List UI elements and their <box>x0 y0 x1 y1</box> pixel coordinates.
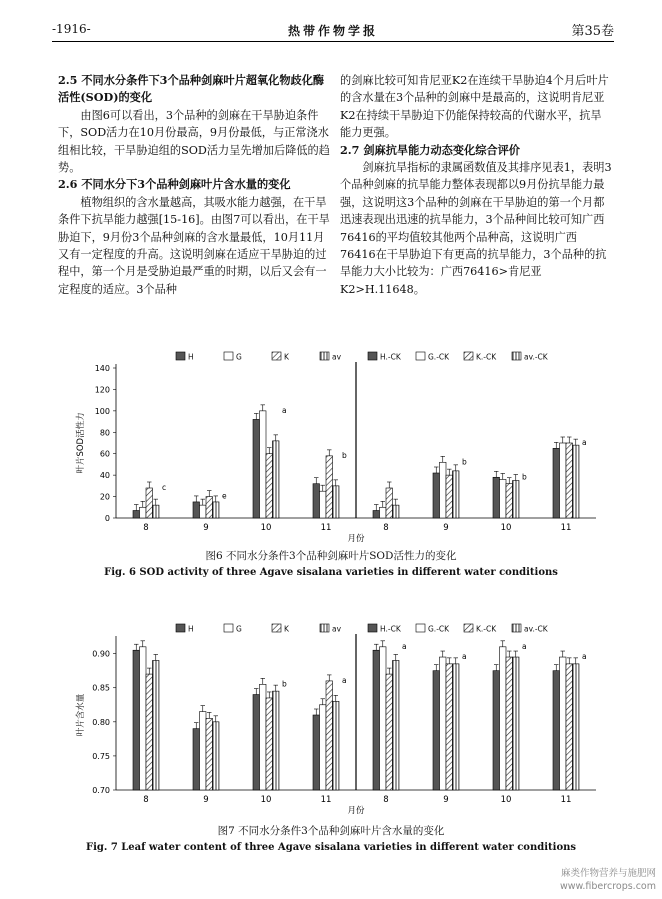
legend-swatch <box>320 352 329 360</box>
page-header <box>52 22 614 42</box>
figure-6-chart <box>56 348 616 544</box>
section-heading: 2.7 剑麻抗旱能力动态变化综合评价 <box>340 142 520 157</box>
bar <box>513 657 520 790</box>
y-tick-label: 0.80 <box>92 717 110 727</box>
significance-letter: a <box>582 438 587 447</box>
bar <box>493 671 500 790</box>
paragraph: 植物组织的含水量越高，其吸水能力越强，在干旱条件下抗旱能力越强[15-16]。由图7可以看出，在干旱胁迫下，9月份3个品种剑麻的含水量最低，10月11月又有一定程度的升高。这说明剑麻在适应干旱胁迫的过程中，第一个月是受胁迫最严重的时期，以后又会有一定程度的适应。3个品种 <box>58 195 330 296</box>
x-tick-label: 8 <box>383 795 389 805</box>
significance-letter: b <box>462 457 467 467</box>
legend-label: H.-CK <box>380 352 401 362</box>
legend-label: K.-CK <box>476 624 497 634</box>
significance-letter: b <box>522 472 527 482</box>
legend-label: H <box>188 624 194 634</box>
y-tick-label: 80 <box>99 428 110 438</box>
bar <box>260 684 267 790</box>
y-tick-label: 0.85 <box>92 683 110 693</box>
significance-letter: a <box>462 652 467 662</box>
significance-letter: b <box>342 450 347 460</box>
significance-letter: e <box>222 491 227 501</box>
bar <box>373 511 380 519</box>
bar <box>560 657 567 790</box>
legend-label: K <box>284 624 289 634</box>
x-tick-label: 9 <box>203 523 209 533</box>
y-tick-label: 0.90 <box>92 649 110 659</box>
bar <box>140 507 147 518</box>
bar <box>506 484 513 518</box>
x-tick-label: 10 <box>500 523 512 533</box>
bar <box>146 488 153 518</box>
bar <box>260 411 267 518</box>
bar <box>153 505 160 518</box>
x-tick-label: 9 <box>443 795 449 805</box>
bar <box>213 722 220 790</box>
journal-title: 热带作物学报 <box>287 24 378 38</box>
bar <box>193 502 200 518</box>
x-tick-label: 9 <box>203 795 209 805</box>
x-tick-label: 8 <box>383 523 389 533</box>
legend-swatch <box>176 624 185 632</box>
left-column <box>58 72 330 298</box>
x-tick-label: 8 <box>143 523 149 533</box>
bar <box>200 712 207 790</box>
bar <box>446 664 453 790</box>
bar <box>253 419 260 518</box>
legend-swatch <box>224 624 233 632</box>
bar <box>506 657 513 790</box>
bar <box>253 695 260 790</box>
legend-label: av.-CK <box>524 624 548 634</box>
legend-swatch <box>368 352 377 360</box>
legend-swatch <box>368 624 377 632</box>
legend-swatch <box>464 352 473 360</box>
bar <box>213 502 220 518</box>
x-tick-label: 11 <box>320 523 332 533</box>
figure-6-caption-en: Fig. 6 SOD activity of three Agave sisalana varieties in different water conditions <box>104 567 558 578</box>
bar <box>440 462 447 518</box>
bar <box>433 671 440 790</box>
bar <box>380 507 387 518</box>
y-tick-label: 0 <box>104 514 110 523</box>
legend-label: K.-CK <box>476 352 497 362</box>
figure-7-chart <box>56 620 616 816</box>
bar <box>146 674 153 790</box>
legend-label: H <box>188 352 194 362</box>
legend-swatch <box>320 624 329 632</box>
significance-letter: a <box>522 641 527 651</box>
bar <box>140 647 147 790</box>
y-axis-label: 叶片SOD活性力 <box>76 412 86 474</box>
bar <box>133 511 140 519</box>
section-heading: 2.6 不同水分下3个品种剑麻叶片含水量的变化 <box>58 177 291 192</box>
bar <box>386 674 393 790</box>
bar <box>326 681 333 790</box>
bar <box>373 650 380 790</box>
x-axis-label: 月份 <box>347 806 365 816</box>
significance-letter: a <box>582 652 587 662</box>
bar <box>553 671 560 790</box>
significance-letter: a <box>402 641 407 651</box>
legend-swatch <box>176 352 185 360</box>
significance-letter: a <box>282 405 287 415</box>
legend-label: G <box>236 352 242 362</box>
bar <box>566 664 573 790</box>
bar <box>440 657 447 790</box>
x-tick-label: 10 <box>500 795 512 805</box>
section-heading: 2.5 不同水分条件下3个品种剑麻叶片超氧化物歧化酶活性(SOD)的变化 <box>58 73 325 105</box>
y-tick-label: 20 <box>99 492 110 502</box>
legend-label: av <box>332 624 342 634</box>
y-tick-label: 60 <box>99 449 110 459</box>
bar <box>393 505 400 518</box>
bar <box>333 701 340 790</box>
figure-6-caption-cn: 图6 不同水分条件3个品种剑麻叶片SOD活性力的变化 <box>205 550 457 562</box>
significance-letter: c <box>162 483 167 492</box>
bar <box>453 664 460 790</box>
legend-swatch <box>512 624 521 632</box>
legend-label: av <box>332 352 342 362</box>
header-rule <box>52 41 614 42</box>
y-axis-label: 叶片含水量 <box>76 693 86 737</box>
bar <box>193 729 200 790</box>
significance-letter: b <box>282 679 287 689</box>
y-tick-label: 100 <box>94 406 110 416</box>
figure-7-caption-cn: 图7 不同水分条件3个品种剑麻叶片含水量的变化 <box>217 825 445 837</box>
bar <box>320 491 327 518</box>
bar <box>273 441 280 518</box>
legend-swatch <box>464 624 473 632</box>
volume-label: 第35卷 <box>571 24 614 39</box>
legend-label: G.-CK <box>428 624 450 634</box>
y-tick-label: 40 <box>99 471 110 481</box>
bar <box>493 477 500 518</box>
bar <box>206 497 213 518</box>
legend-label: av.-CK <box>524 352 548 362</box>
bar <box>380 647 387 790</box>
x-tick-label: 8 <box>143 795 149 805</box>
bar <box>566 443 573 518</box>
bar <box>453 471 460 518</box>
bar <box>393 660 400 790</box>
x-tick-label: 10 <box>260 795 272 805</box>
bar <box>500 479 507 518</box>
bar <box>386 488 393 518</box>
bar <box>326 456 333 518</box>
bar <box>573 445 580 518</box>
page-number: -1916- <box>52 22 91 36</box>
x-axis-label: 月份 <box>347 534 365 544</box>
bar <box>153 660 160 790</box>
figure-7-caption-en: Fig. 7 Leaf water content of three Agave sisalana varieties in different water conditions <box>85 842 577 853</box>
bar <box>500 647 507 790</box>
x-tick-label: 11 <box>560 795 572 805</box>
bar <box>313 715 320 790</box>
bar <box>553 448 560 518</box>
bar <box>133 650 140 790</box>
watermark <box>560 867 656 893</box>
legend-label: G <box>236 624 242 634</box>
paragraph: 剑麻抗旱指标的隶属函数值及其排序见表1，表明3个品种剑麻的抗旱能力整体表现都以9月份抗旱能力最强，这说明这3个品种的剑麻在干旱胁迫的第一个月都迅速表现出迅速的抗旱能力，3个品种间比较可知广西76416的平均值较其他两个品种高，这说明广西76416在干旱胁迫下有更高的抗旱能力，3个品种的抗旱能力大小比较为：广西76416>肯尼亚K2>H.11648。 <box>340 161 612 296</box>
bar <box>573 664 580 790</box>
y-tick-label: 0.75 <box>92 751 110 761</box>
bar <box>266 454 273 518</box>
bar <box>560 443 567 518</box>
bar <box>333 486 340 518</box>
bar <box>446 475 453 518</box>
bar <box>266 698 273 790</box>
bar <box>513 481 520 519</box>
watermark-line-1: 麻类作物营养与施肥网 <box>560 868 656 879</box>
legend-swatch <box>224 352 233 360</box>
legend-label: H.-CK <box>380 624 401 634</box>
bar <box>320 705 327 790</box>
watermark-line-2: www.fibercrops.com <box>559 881 656 892</box>
y-tick-label: 0.70 <box>92 786 110 795</box>
bar <box>433 473 440 518</box>
bar <box>273 691 280 790</box>
paragraph: 的剑麻比较可知肯尼亚K2在连续干旱胁迫4个月后叶片的含水量在3个品种的剑麻中是最高的，这说明肯尼亚K2在持续干旱胁迫下仍能保持较高的代谢水平，抗旱能力更强。 <box>340 74 609 140</box>
y-tick-label: 140 <box>94 364 110 373</box>
significance-letter: a <box>342 675 347 685</box>
right-column <box>340 72 612 298</box>
x-tick-label: 9 <box>443 523 449 533</box>
x-tick-label: 11 <box>560 523 572 533</box>
bar <box>200 505 207 518</box>
paragraph: 由图6可以看出，3个品种的剑麻在干旱胁迫条件下，SOD活力在10月份最高，9月份最低，与正常浇水组相比较，干旱胁迫组的SOD活力呈先增加后降低的趋势。 <box>58 108 330 175</box>
legend-swatch <box>416 352 425 360</box>
legend-swatch <box>272 352 281 360</box>
bar <box>313 484 320 518</box>
legend-swatch <box>512 352 521 360</box>
x-tick-label: 10 <box>260 523 272 533</box>
legend-swatch <box>272 624 281 632</box>
y-tick-label: 120 <box>94 385 110 395</box>
bar <box>206 718 213 790</box>
legend-label: K <box>284 352 289 362</box>
legend-label: G.-CK <box>428 352 450 362</box>
x-tick-label: 11 <box>320 795 332 805</box>
legend-swatch <box>416 624 425 632</box>
